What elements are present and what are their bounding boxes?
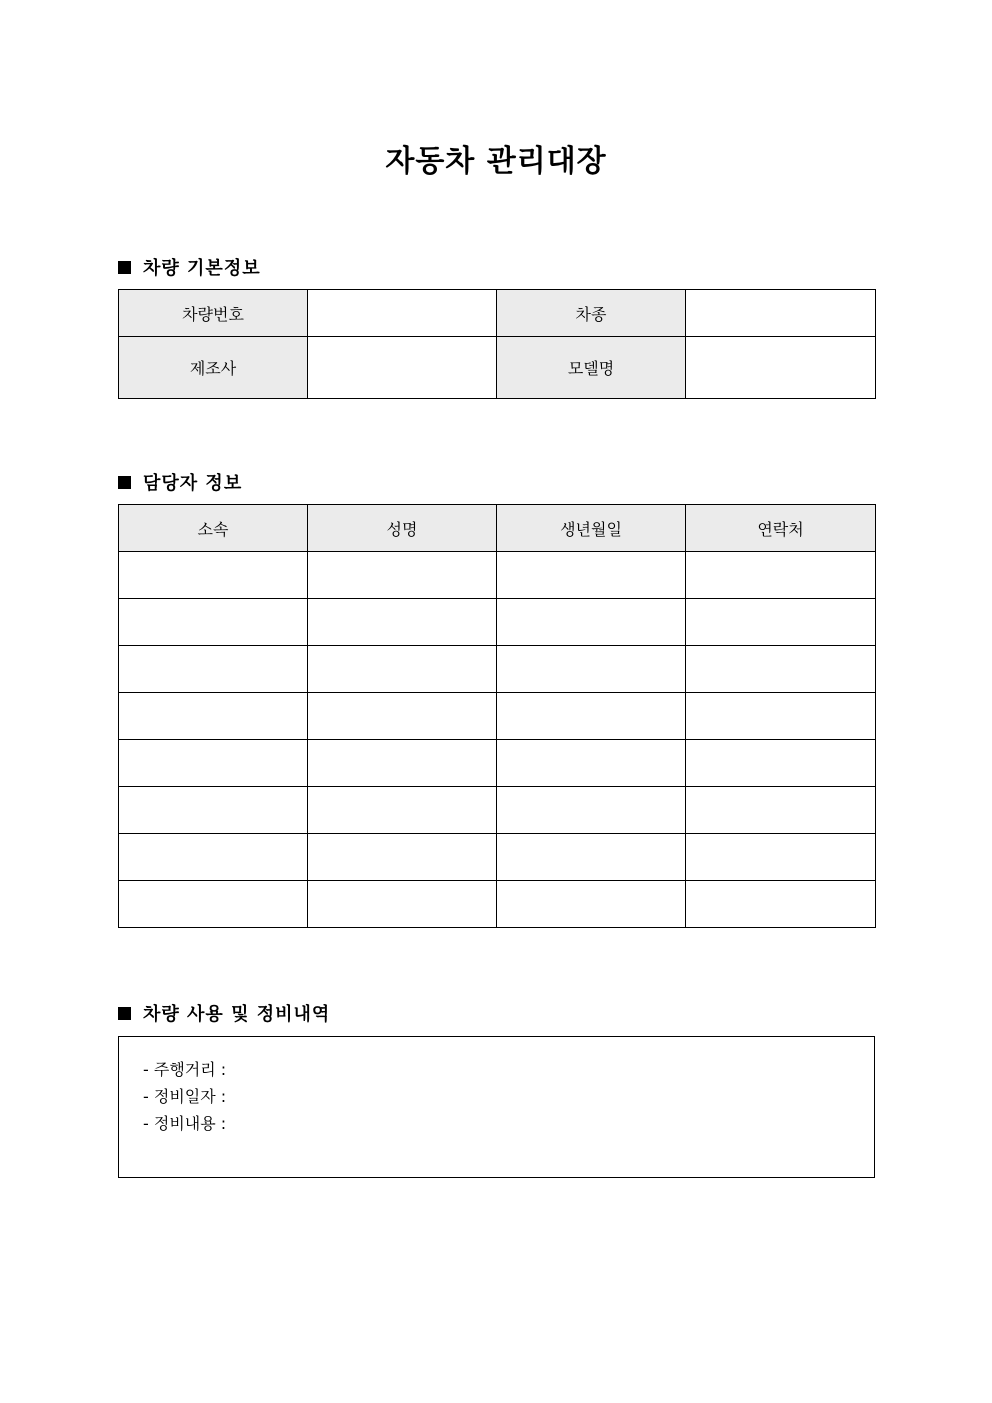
table-row [119,740,876,787]
table-row [119,834,876,881]
affiliation-cell[interactable] [119,646,308,693]
contact-cell[interactable] [686,834,876,881]
name-cell[interactable] [308,787,497,834]
model-name-label: 모델명 [497,337,686,399]
contact-cell[interactable] [686,740,876,787]
manufacturer-field[interactable] [308,337,497,399]
usage-section-title: 차량 사용 및 정비내역 [143,1004,331,1025]
mileage-line: - 주행거리 : [143,1060,227,1079]
birthdate-cell[interactable] [497,787,686,834]
name-cell[interactable] [308,740,497,787]
contact-cell[interactable] [686,693,876,740]
birthdate-cell[interactable] [497,552,686,599]
birthdate-cell[interactable] [497,740,686,787]
birthdate-cell[interactable] [497,834,686,881]
column-header-birthdate: 생년월일 [497,505,686,552]
affiliation-cell[interactable] [119,881,308,928]
column-header-affiliation: 소속 [119,505,308,552]
vehicle-type-field[interactable] [686,290,876,337]
birthdate-cell[interactable] [497,881,686,928]
maintenance-details-line: - 정비내용 : [143,1114,227,1133]
name-cell[interactable] [308,881,497,928]
manufacturer-label: 제조사 [119,337,308,399]
affiliation-cell[interactable] [119,599,308,646]
table-row [119,787,876,834]
name-cell[interactable] [308,834,497,881]
table-row [119,646,876,693]
contact-cell[interactable] [686,552,876,599]
affiliation-cell[interactable] [119,693,308,740]
affiliation-cell[interactable] [119,552,308,599]
square-bullet-icon [118,261,131,274]
vehicle-info-table [118,289,876,399]
contact-cell[interactable] [686,787,876,834]
contact-cell[interactable] [686,881,876,928]
vehicle-section-heading [118,254,261,280]
manager-info-table [118,504,876,928]
vehicle-section-title: 차량 기본정보 [143,258,261,279]
model-name-field[interactable] [686,337,876,399]
birthdate-cell[interactable] [497,599,686,646]
usage-section-heading [118,1000,330,1026]
contact-cell[interactable] [686,599,876,646]
name-cell[interactable] [308,646,497,693]
square-bullet-icon [118,476,131,489]
table-row [119,881,876,928]
maintenance-date-line: - 정비일자 : [143,1087,227,1106]
affiliation-cell[interactable] [119,787,308,834]
plate-number-field[interactable] [308,290,497,337]
birthdate-cell[interactable] [497,646,686,693]
affiliation-cell[interactable] [119,834,308,881]
table-row [119,552,876,599]
name-cell[interactable] [308,552,497,599]
manager-section-title: 담당자 정보 [143,473,243,494]
contact-cell[interactable] [686,646,876,693]
table-row [119,693,876,740]
column-header-contact: 연락처 [686,505,876,552]
square-bullet-icon [118,1007,131,1020]
vehicle-type-label: 차종 [497,290,686,337]
affiliation-cell[interactable] [119,740,308,787]
usage-memo-box[interactable] [118,1036,875,1178]
page-title: 자동차 관리대장 [385,144,607,179]
name-cell[interactable] [308,693,497,740]
manager-section-heading [118,469,242,495]
table-row [119,599,876,646]
plate-number-label: 차량번호 [119,290,308,337]
column-header-name: 성명 [308,505,497,552]
birthdate-cell[interactable] [497,693,686,740]
name-cell[interactable] [308,599,497,646]
